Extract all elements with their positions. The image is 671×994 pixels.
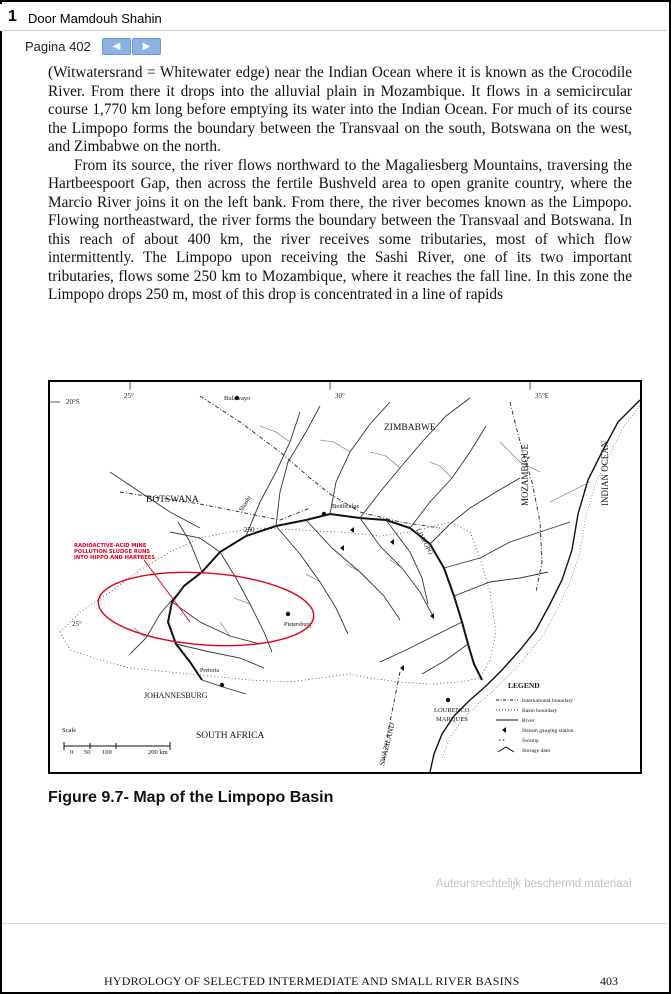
scale-tick: 200 km [148,749,168,756]
scale-tick: 100 [102,749,112,756]
page-label: Pagina 402 [25,39,91,54]
johannesburg-label: JOHANNESBURG [144,691,208,700]
previous-page-button[interactable] [102,38,131,55]
paragraph-2: From its source, the river flows northward to the Magaliesberg Mountains, traversing the Hartbeespoort Gap, then across the fertile Bushveld area to open granite country, where the Marcio River joins it on the left bank. From there, the river becomes known as the Limpopo. Flowing northeastward, the river forms the boundary between the Transvaal and Botswana. In this reach of about 400 km, the river receives some tributaries, most of which flow intermittently. The Limpopo upon receiving the Sashi River, one of its two important tributaries, flows some 250 km to Mozambique, where it reaches the fall line. In this zone the Limpopo drops 250 m, most of this drop is concentrated in a line of rapids [48,156,632,303]
botswana-label: BOTSWANA [146,495,199,505]
map-legend [496,681,574,754]
scale-title: Scale [62,727,77,734]
next-page-button[interactable] [132,38,161,55]
indian-ocean-label: INDIAN OCEAN [600,440,610,506]
annotation-line: RADIOACTIVE-ACID MINE [74,543,147,549]
chevron-left-icon: ◀ [112,41,121,52]
coord-label: 25° [124,392,134,400]
legend-item: Swamp [522,738,539,744]
legend-item: Storage dam [522,748,551,754]
legend-title: LEGEND [508,681,540,690]
limpopo-label: LIMPOPO [414,527,434,557]
page-text [48,64,632,305]
paragraph-1: (Witwatersrand = Whitewater edge) near the Indian Ocean where it is known as the Crocodile River. From there it drops into the alluvial plain in Mozambique. It flows in a semicircular course 1,770 km long before emptying its water into the Indian Ocean. For much of its course the Limpopo forms the boundary between the Transvaal on the south, Botswana on the west, and Zimbabwe on the north. [48,64,632,155]
shashi-label: Shashi [237,494,253,514]
map-drawing [50,382,640,772]
page-number: 403 [600,974,618,988]
legend-item: Basin boundary [522,708,558,714]
coord-label: 30° [335,392,345,400]
coord-label: 20°S [66,398,80,406]
pietersburg-label: Pietersburg [284,622,312,628]
book-header [0,4,667,31]
author-label: Door Mamdouh Shahin [28,11,162,26]
copyright-watermark: Auteursrechtelijk beschermd materiaal [436,878,632,890]
running-title: HYDROLOGY OF SELECTED INTERMEDIATE AND SMALL RIVER BASINS [104,974,520,988]
pretoria-label: Pretoria [200,668,219,674]
legend-item: Stream gauging station [522,728,574,734]
dist-label: 250 [244,526,255,534]
south-africa-label: SOUTH AFRICA [196,731,265,741]
annotation-line: POLLUTION SLUDGE RUNS [74,549,151,555]
swamp-icon: ⋆⋆ [498,738,506,744]
zimbabwe-label: ZIMBABWE [384,423,436,433]
swaziland-label: SWAZILAND [377,721,397,767]
annotation-line: INTO HIPPO AND HARTBEES [74,555,156,561]
mozambique-label: MOZAMBIQUE [520,444,530,506]
limpopo-basin-map [48,380,642,774]
scale-tick: 0 [70,749,74,756]
coord-label: 25° [72,620,82,628]
page-divider [2,923,667,924]
page-index: 1 [8,8,17,25]
scale-tick: 50 [84,749,91,756]
marques-label: MARQUES [436,716,468,723]
coord-label: 35°E [535,392,550,400]
pollution-annotation [74,543,316,652]
legend-item: International boundary [522,698,574,704]
chevron-right-icon: ▶ [142,41,151,52]
beitbridge-label: Beitbridge [332,503,360,510]
bulawayo-label: Bulawayo [224,395,251,402]
map-scale [62,727,170,756]
lourenco-label: LOURENCO [434,707,470,714]
legend-item: River [522,718,535,724]
figure-caption: Figure 9.7- Map of the Limpopo Basin [48,789,334,806]
